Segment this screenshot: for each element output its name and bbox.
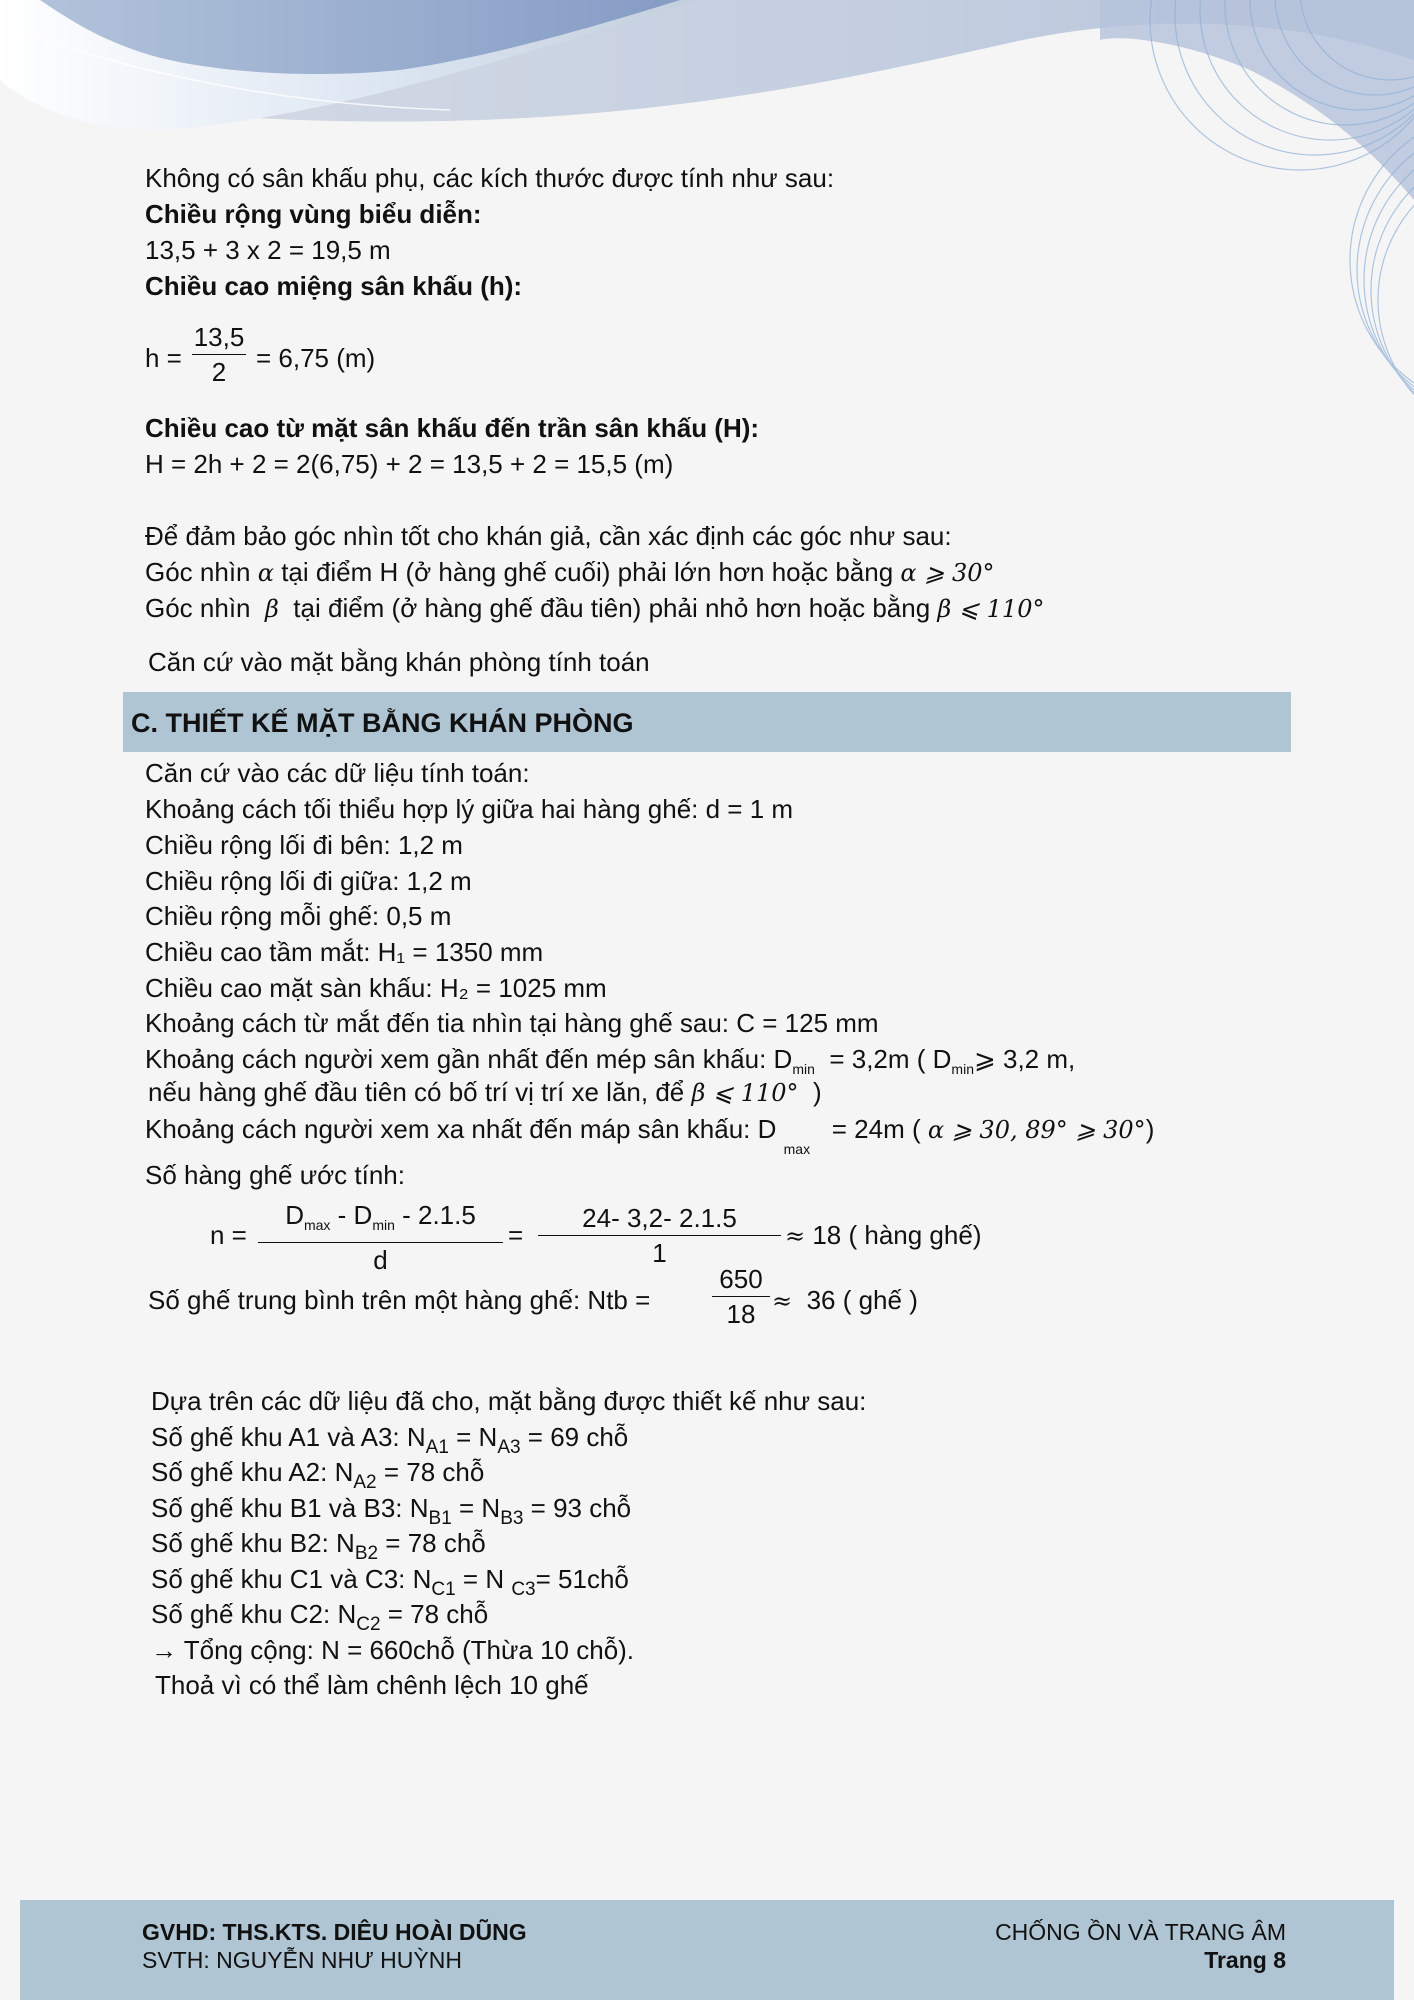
data-item: Chiều rộng lối đi giữa: 1,2 m (145, 866, 472, 896)
seats-fraction: 650 18 (712, 1264, 770, 1329)
total-line: → Tổng cộng: N = 660chỗ (Thừa 10 chỗ). (151, 1635, 635, 1665)
data-intro: Căn cứ vào các dữ liệu tính toán: (145, 758, 530, 788)
footer-page-number: Trang 8 (1204, 1947, 1286, 1973)
data-item: Khoảng cách từ mắt đến tia nhìn tại hàng ghế sau: C = 125 mm (145, 1008, 879, 1038)
beta-line: Góc nhìn β tại điểm (ở hàng ghế đầu tiên) phải nhỏ hơn hoặc bằng β ⩽ 110° (145, 593, 1045, 623)
seats-prefix: Số ghế trung bình trên một hàng ghế: Ntb = (148, 1285, 651, 1315)
section-header (123, 692, 1291, 752)
note-line: Thoả vì có thể làm chênh lệch 10 ghế (155, 1670, 589, 1700)
page-footer (20, 1900, 1394, 2000)
zone-item: Số ghế khu B2: $N_{B2} = 78$ chỗ (151, 1528, 486, 1564)
angles-intro: Để đảm bảo góc nhìn tốt cho khán giả, cần xác định các góc như sau: (145, 521, 952, 551)
seats-result: ≈ 36 ( ghế ) (772, 1285, 918, 1315)
rows-result: ≈ 18 ( hàng ghế) (785, 1220, 982, 1250)
n-prefix: n = (210, 1220, 247, 1250)
footer-subject: CHỐNG ỒN VÀ TRANG ÂM (995, 1919, 1286, 1945)
alpha-symbol: α (257, 559, 274, 587)
data-item: Chiều cao tầm mắt: H₁ = 1350 mm (145, 937, 544, 967)
section-title: C. THIẾT KẾ MẶT BẰNG KHÁN PHÒNG (131, 708, 634, 738)
intro-text: Không có sân khấu phụ, các kích thước được tính như sau: (145, 163, 835, 193)
alpha-condition: α ⩾ 30° (900, 559, 995, 587)
design-intro: Dựa trên các dữ liệu đã cho, mặt bằng được thiết kế như sau: (151, 1386, 867, 1416)
width-heading: Chiều rộng vùng biểu diễn: (145, 199, 482, 229)
basis-text: Căn cứ vào mặt bằng khán phòng tính toán (148, 647, 650, 677)
alpha-line: Góc nhìn α tại điểm H (ở hàng ghế cuối) phải lớn hơn hoặc bằng α ⩾ 30° (145, 557, 995, 587)
rows-heading: Số hàng ghế ước tính: (145, 1160, 405, 1190)
zone-item: Số ghế khu C2: $N_{C2} = 78$ chỗ (151, 1599, 489, 1635)
fraction-bar (192, 354, 246, 355)
zone-item: Số ghế khu C1 và C3: $N_{C1} = N$ $_{C3}$= 51chỗ (151, 1564, 629, 1600)
data-item: Chiều cao mặt sàn khấu: H₂ = 1025 mm (145, 973, 607, 1003)
dmax-line: Khoảng cách người xem xa nhất đến máp sân khấu: D $_{max}$ = 24m ( α ⩾ 30, 89° ⩾ 30°) (145, 1114, 1155, 1157)
rows-fraction-1: $D_{max} - D_{min} - 2.1.5$ d (258, 1200, 503, 1275)
rows-fraction-2: 24- 3,2- 2.1.5 1 (538, 1203, 781, 1268)
h-numerator: 13,5 (193, 322, 245, 352)
beta-condition: β ⩽ 110° (937, 595, 1045, 623)
beta-symbol: β (264, 595, 279, 623)
zone-item: Số ghế khu B1 và B3: $N_{B1} = N_{B3} = 93$ chỗ (151, 1493, 632, 1529)
h-heading: Chiều cao miệng sân khấu (h): (145, 271, 523, 301)
h-denominator: 2 (211, 357, 227, 387)
footer-advisor: GVHD: THS.KTS. DIÊU HOÀI DŨNG (142, 1919, 527, 1945)
width-formula: 13,5 + 3 x 2 = 19,5 m (145, 235, 391, 265)
H-formula: H = 2h + 2 = 2(6,75) + 2 = 13,5 + 2 = 15,5 (m) (145, 449, 674, 479)
h-fraction (192, 322, 246, 387)
data-item: Chiều rộng mỗi ghế: 0,5 m (145, 901, 452, 931)
data-item: Chiều rộng lối đi bên: 1,2 m (145, 830, 463, 860)
zone-item: Số ghế khu A2: $N_{A2} = 78$ chỗ (151, 1457, 485, 1493)
dmin-line: Khoảng cách người xem gần nhất đến mép sân khấu: $D_{min} = 3,2m$ ( $D_{min}⩾$ 3,2 m, (145, 1044, 1076, 1077)
data-item: Khoảng cách tối thiểu hợp lý giữa hai hàng ghế: d = 1 m (145, 794, 794, 824)
h-formula-prefix: h = (145, 343, 182, 373)
footer-student: SVTH: NGUYỄN NHƯ HUỲNH (142, 1947, 462, 1973)
H-heading: Chiều cao từ mặt sân khấu đến trần sân khấu (H): (145, 413, 760, 443)
zone-item: Số ghế khu A1 và A3: $N_{A1} = N_{A3} = 69$ chỗ (151, 1422, 629, 1458)
equals-sign: = (508, 1220, 524, 1250)
h-formula-result: = 6,75 (m) (256, 343, 376, 373)
dmin-line-2: nếu hàng ghế đầu tiên có bố trí vị trí xe lăn, để β ⩽ 110° ) (148, 1077, 822, 1107)
